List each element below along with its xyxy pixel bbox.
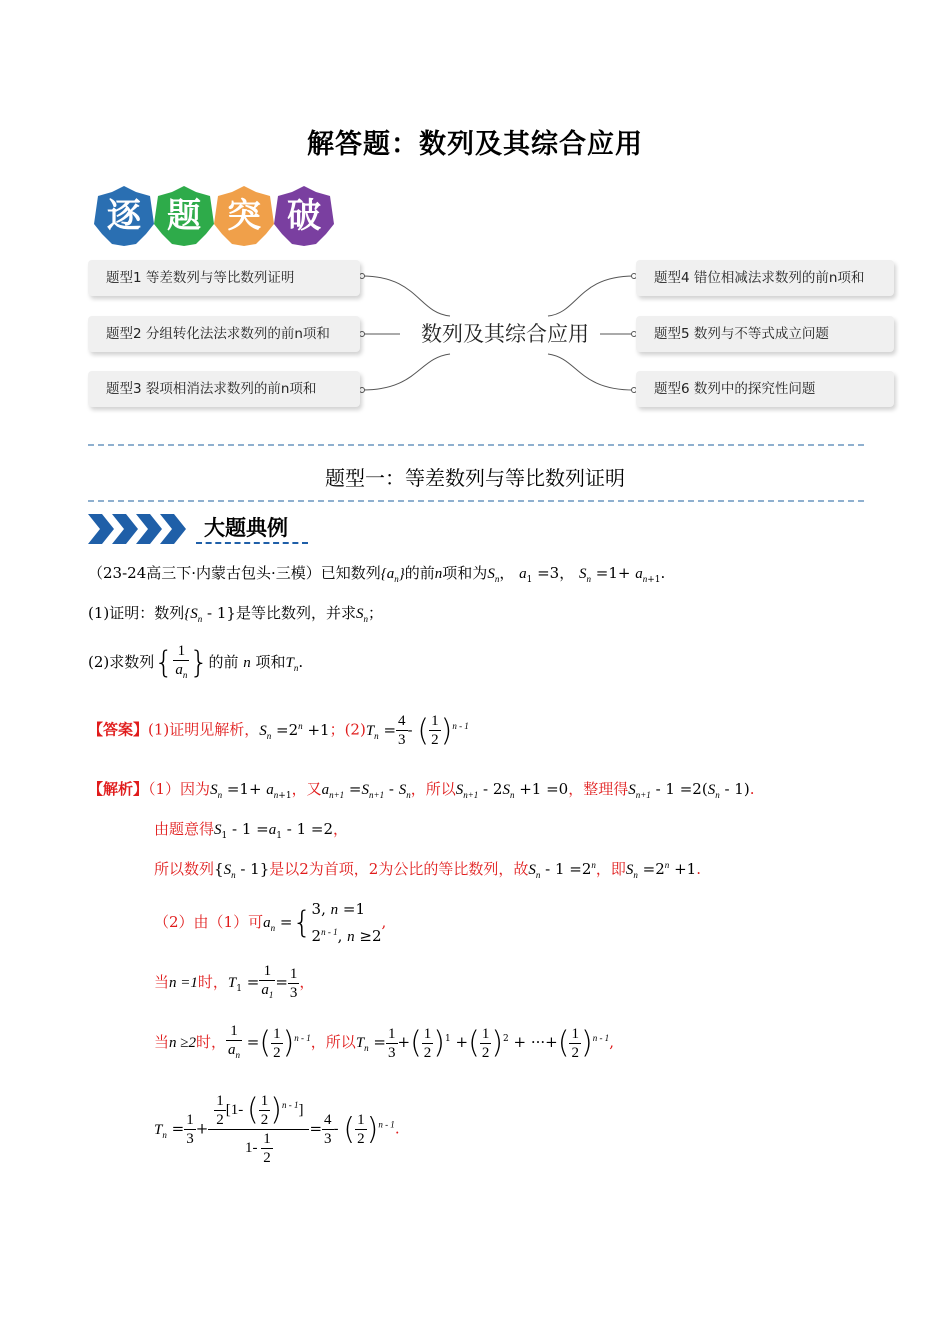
- page-title: 解答题：数列及其综合应用: [307, 129, 643, 160]
- question-1: (1)证明：数列$\{S_n - 1\}$是等比数列，并求$S_n$；: [88, 604, 383, 624]
- analysis-line-4: （2）由（1）可$a_n =\{3$, n =1 2$^{n - 1}$, n ≥2,: [154, 900, 387, 945]
- problem-stem: （23-24高三下·内蒙古包头·三模）已知数列$\{a_n\}$的前n项和为$S_n$， $a_1 =3$， $S_n =1+ a_{n+1}$.: [88, 564, 666, 585]
- divider-top: [88, 444, 864, 446]
- badge-2: 题: [152, 184, 216, 248]
- example-header: [88, 512, 318, 546]
- mindmap-item-3: 题型3 裂项相消法求数列的前n项和: [88, 371, 360, 407]
- badge-banner: [92, 182, 342, 252]
- analysis-line-6: 当n ≥2时， $\frac{1}{a_n}$ =( $\frac{1}{2}$ )$^{n - 1}$，所以$T_n$ = $\frac{1}{3}$ +( $\frac{1}{2}$ )$^1$ +( $\frac{1}{2}$ )$^2$ + ···+( $\frac{1}{2}$ )$^{n - 1}$,: [154, 1023, 614, 1061]
- badge-4: 破: [272, 184, 336, 248]
- mindmap-item-6: 题型6 数列中的探究性问题: [636, 371, 894, 407]
- mindmap-item-4: 题型4 错位相减法求数列的前n项和: [636, 260, 894, 296]
- analysis-line-5: 当n =1时，$T_1$ = $\frac{1}{a_1}$ = $\frac{1}{3}$ ，: [154, 963, 315, 1001]
- analysis-line-7: $T_n$ = $\frac{1}{3}$ + $\frac{1}{2}$ [1- ( $\frac{1}{2}$ )$^{n - 1}$] 1- $\frac{1}{2}$ = $\frac{4}{3}$ - ( $\frac{1}{2}$ )$^{n - 1}$.: [154, 1092, 400, 1166]
- chevrons-icon: [88, 514, 192, 544]
- mindmap-center: 数列及其综合应用: [421, 322, 589, 346]
- example-underline: [196, 542, 308, 544]
- analysis-line-2: 由题意得$S_1 - 1 =a_1 - 1 =2$，: [154, 820, 349, 841]
- divider-bottom: [88, 500, 864, 502]
- badge-3: 突: [212, 184, 276, 248]
- mindmap-item-1: 题型1 等差数列与等比数列证明: [88, 260, 360, 296]
- mindmap-item-2: 题型2 分组转化法法求数列的前n项和: [88, 316, 360, 352]
- section-title: 题型一：等差数列与等比数列证明: [325, 466, 625, 490]
- analysis-line-3: 所以数列$\{S_n - 1\}$是以2为首项，2为公比的等比数列，故$S_n - 1 =2^n$，即$S_n =2^n +1$.: [154, 860, 701, 880]
- example-label: 大题典例: [204, 516, 288, 540]
- mind-map: [88, 258, 898, 414]
- mindmap-item-5: 题型5 数列与不等式成立问题: [636, 316, 894, 352]
- answer-line: 【答案】(1)证明见解析，$S_n =2^n +1$；$(2)T_n$ = $\frac{4}{3}$ - ( $\frac{1}{2}$ )$^{n - 1}$: [88, 713, 469, 748]
- analysis-line-1: 【解析】（1）因为$S_n =1+ a_{n+1}$，又$a_{n+1} =S_{n+1} - S_n$，所以$S_{n+1} - 2S_n +1 =0$，整理得$S_{n+1} - 1 =2(S_n - 1)$.: [88, 780, 755, 801]
- question-2: (2)求数列{ $\frac{1}{a_n}$ }的前 n 项和$T_n$.: [88, 643, 304, 681]
- badge-1: 逐: [92, 184, 156, 248]
